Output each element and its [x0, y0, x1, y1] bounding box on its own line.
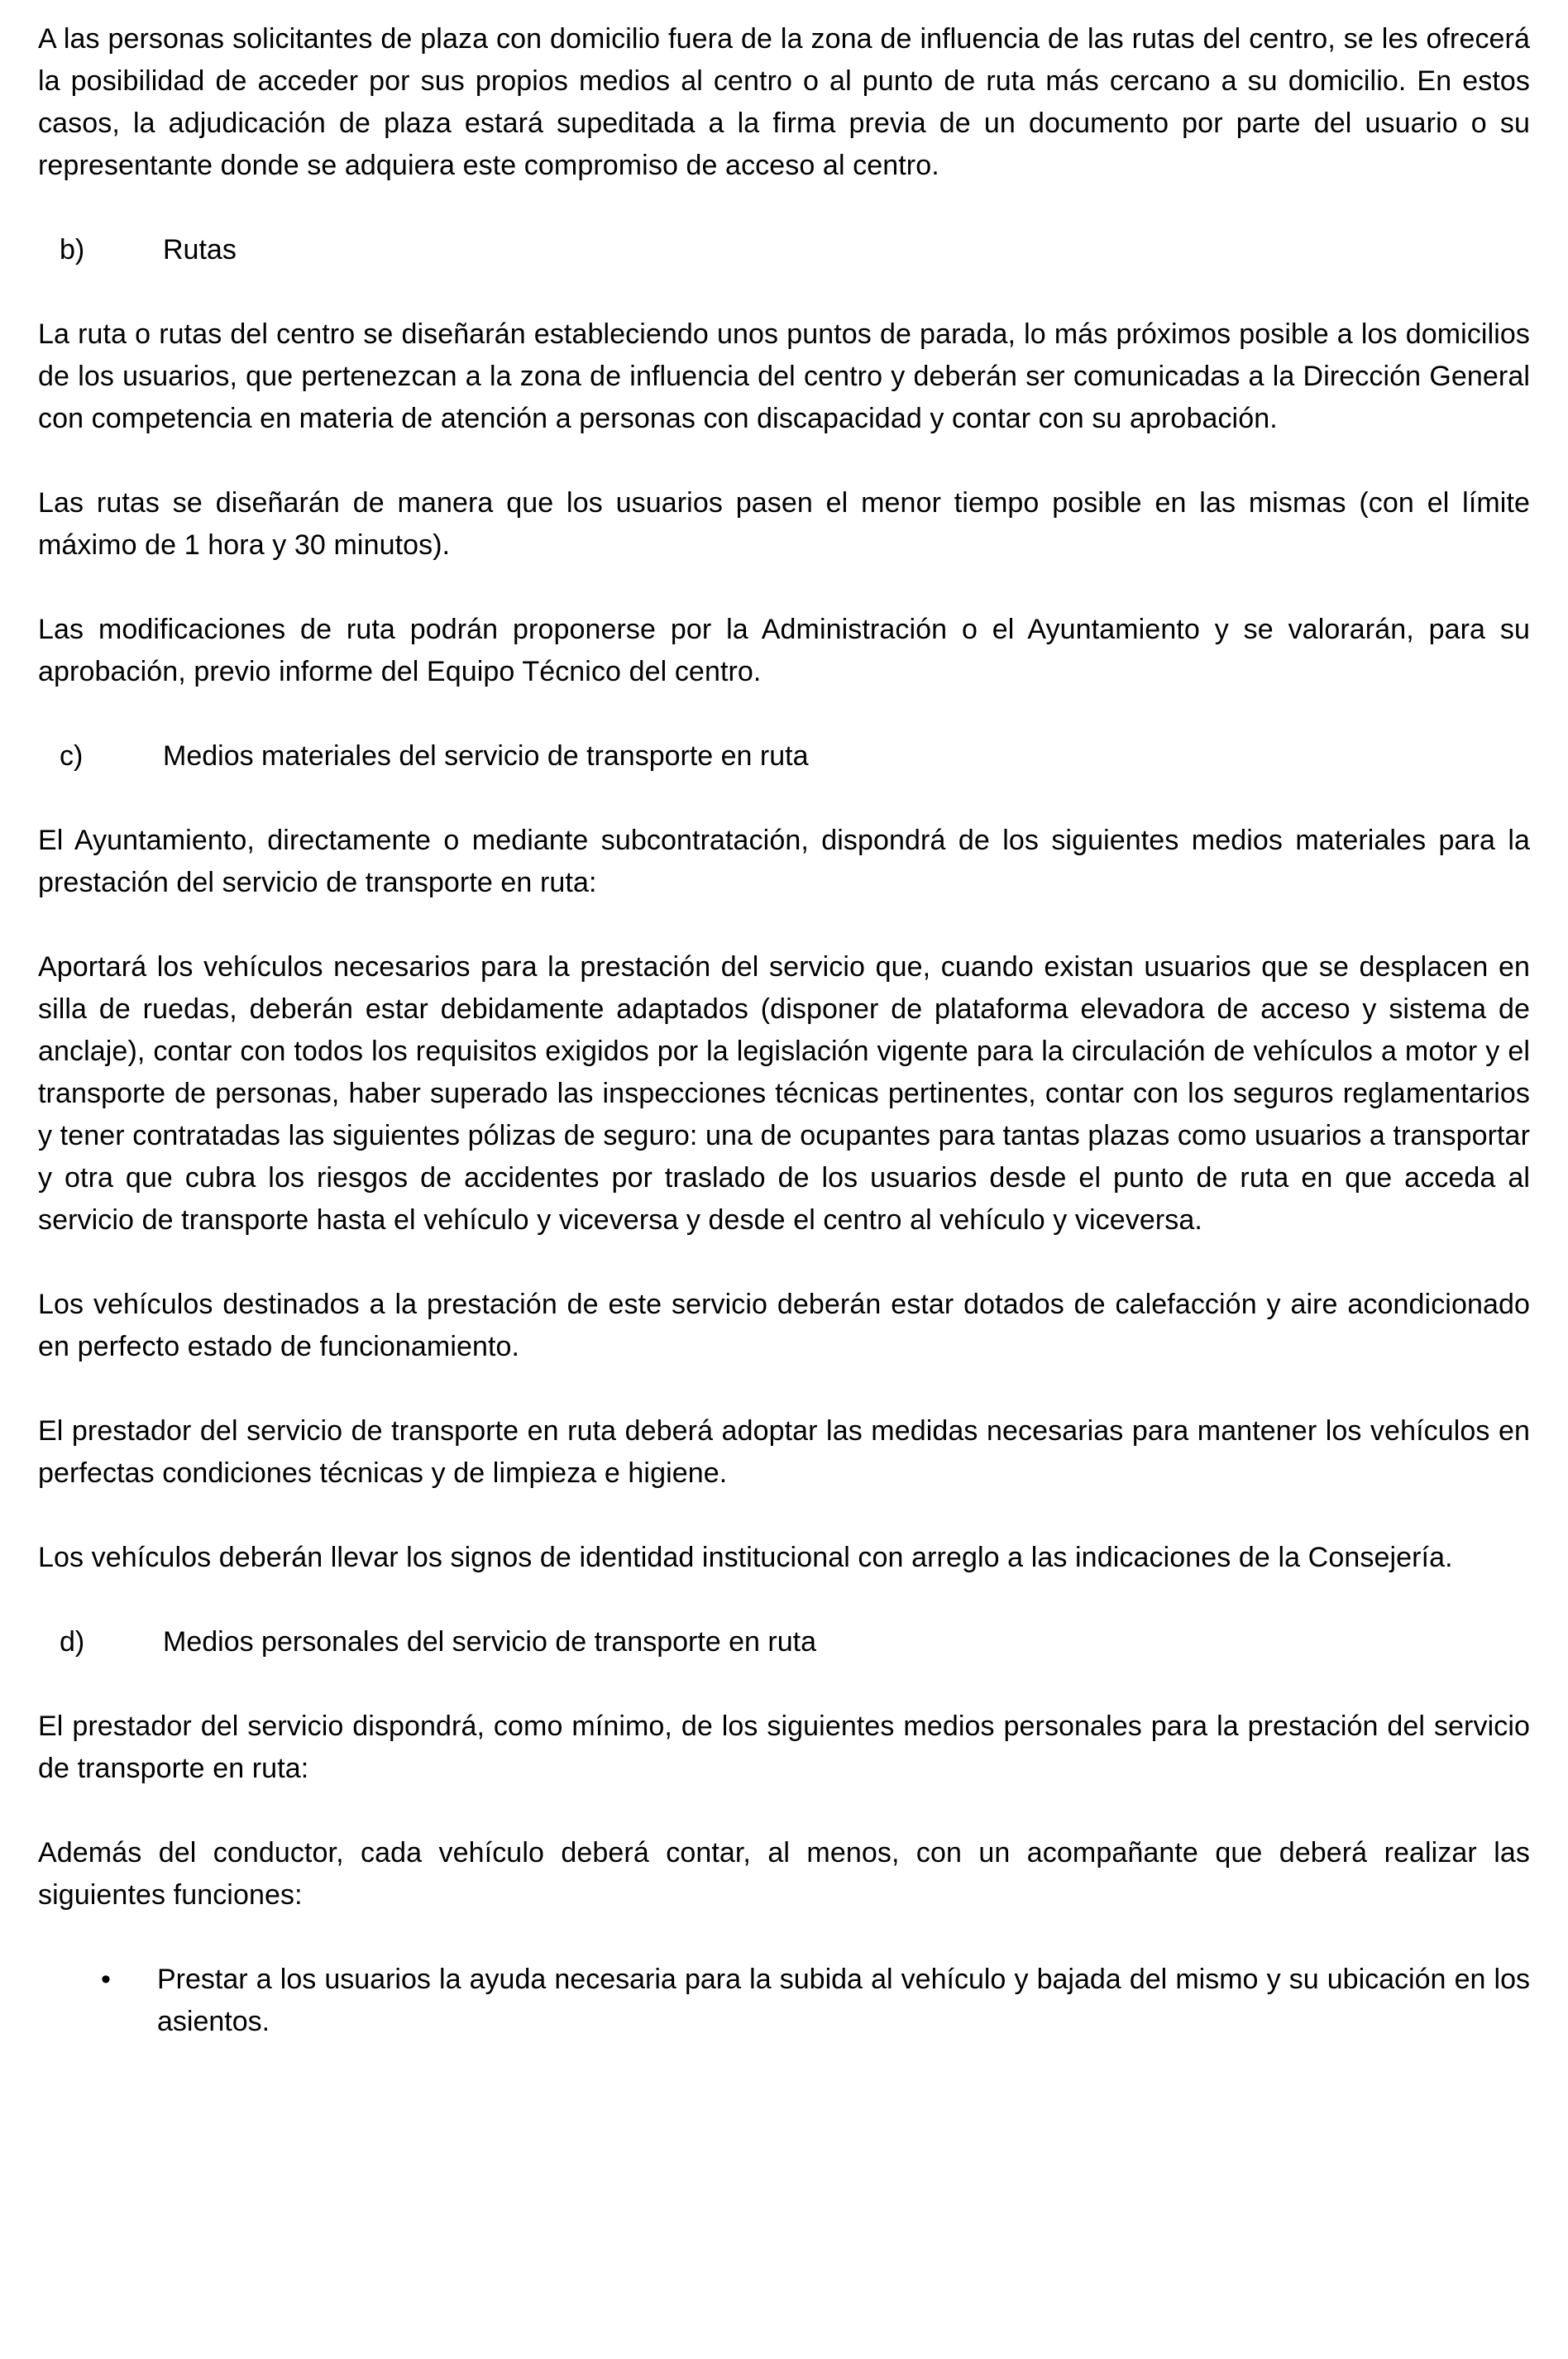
- paragraph-limpieza-higiene: El prestador del servicio de transporte en ruta deberá adoptar las medidas necesarias para mantener los vehículos en perfectas condiciones técnicas y de limpieza e higiene.: [38, 1415, 1530, 1489]
- heading-label: Medios personales del servicio de transporte en ruta: [163, 1626, 816, 1658]
- paragraph-vehiculos-requisitos: Aportará los vehículos necesarios para la prestación del servicio que, cuando existan usuarios que se desplacen en silla de ruedas, deberán estar debidamente adaptados (disponer de plataforma elevadora de acceso y sistema de anclaje), contar con todos los requisitos exigidos por la legislación vigente para la circulación de vehículos a motor y el transporte de personas, haber superado las inspecciones técnicas pertinentes, contar con los seguros reglamentarios y tener contratadas las siguientes pólizas de seguro: una de ocupantes para tantas plazas como usuarios a transportar y otra que cubra los riesgos de accidentes por traslado de los usuarios desde el punto de ruta en que acceda al servicio de transporte hasta el vehículo y viceversa y desde el centro al vehículo y viceversa.: [38, 951, 1530, 1236]
- paragraph-conductor-acompanante: Además del conductor, cada vehículo deberá contar, al menos, con un acompañante que deberá realizar las siguientes funciones:: [38, 1837, 1530, 1911]
- heading-marker: c): [60, 740, 84, 772]
- paragraph-diseno-rutas: La ruta o rutas del centro se diseñarán estableciendo unos puntos de parada, lo más próximos posible a los domicilios de los usuarios, que pertenezcan a la zona de influencia del centro y deberán ser comunicadas a la Dirección General con competencia en materia de atención a personas con discapacidad y contar con su aprobación.: [38, 318, 1530, 434]
- paragraph-tiempo-maximo: Las rutas se diseñarán de manera que los usuarios pasen el menor tiempo posible en las mismas (con el límite máximo de 1 hora y 30 minutos).: [38, 487, 1530, 561]
- heading-marker: b): [60, 234, 85, 266]
- bullet-item-ayuda-subida: [38, 1959, 1530, 2043]
- paragraph-identidad-institucional: Los vehículos deberán llevar los signos de identidad institucional con arreglo a las indicaciones de la Consejería.: [38, 1542, 1453, 1573]
- paragraph-calefaccion-aire: Los vehículos destinados a la prestación de este servicio deberán estar dotados de calefacción y aire acondicionado en perfecto estado de funcionamiento.: [38, 1289, 1530, 1362]
- heading-marker: d): [60, 1626, 85, 1658]
- paragraph-ayuntamiento-medios-materiales: El Ayuntamiento, directamente o mediante subcontratación, dispondrá de los siguientes medios materiales para la prestación del servicio de transporte en ruta:: [38, 825, 1530, 898]
- heading-label: Rutas: [163, 234, 237, 266]
- paragraph-modificaciones-ruta: Las modificaciones de ruta podrán proponerse por la Administración o el Ayuntamiento y se valorarán, para su aprobación, previo informe del Equipo Técnico del centro.: [38, 614, 1530, 687]
- bullet-icon: •: [101, 1964, 111, 1995]
- paragraph-acceso-propios-medios: A las personas solicitantes de plaza con domicilio fuera de la zona de influencia de las rutas del centro, se les ofrecerá la posibilidad de acceder por sus propios medios al centro o al punto de ruta más cercano a su domicilio. En estos casos, la adjudicación de plaza estará supeditada a la firma previa de un documento por parte del usuario o su representante donde se adquiera este compromiso de acceso al centro.: [38, 23, 1530, 181]
- heading-c-medios-materiales: [38, 735, 1530, 778]
- heading-label: Medios materiales del servicio de transporte en ruta: [163, 740, 809, 772]
- heading-b-rutas: [38, 229, 1530, 271]
- heading-d-medios-personales: [38, 1621, 1530, 1663]
- paragraph-medios-personales-minimo: El prestador del servicio dispondrá, como mínimo, de los siguientes medios personales para la prestación del servicio de transporte en ruta:: [38, 1711, 1530, 1784]
- bullet-text: Prestar a los usuarios la ayuda necesaria para la subida al vehículo y bajada del mismo y su ubicación en los asientos.: [157, 1964, 1530, 2037]
